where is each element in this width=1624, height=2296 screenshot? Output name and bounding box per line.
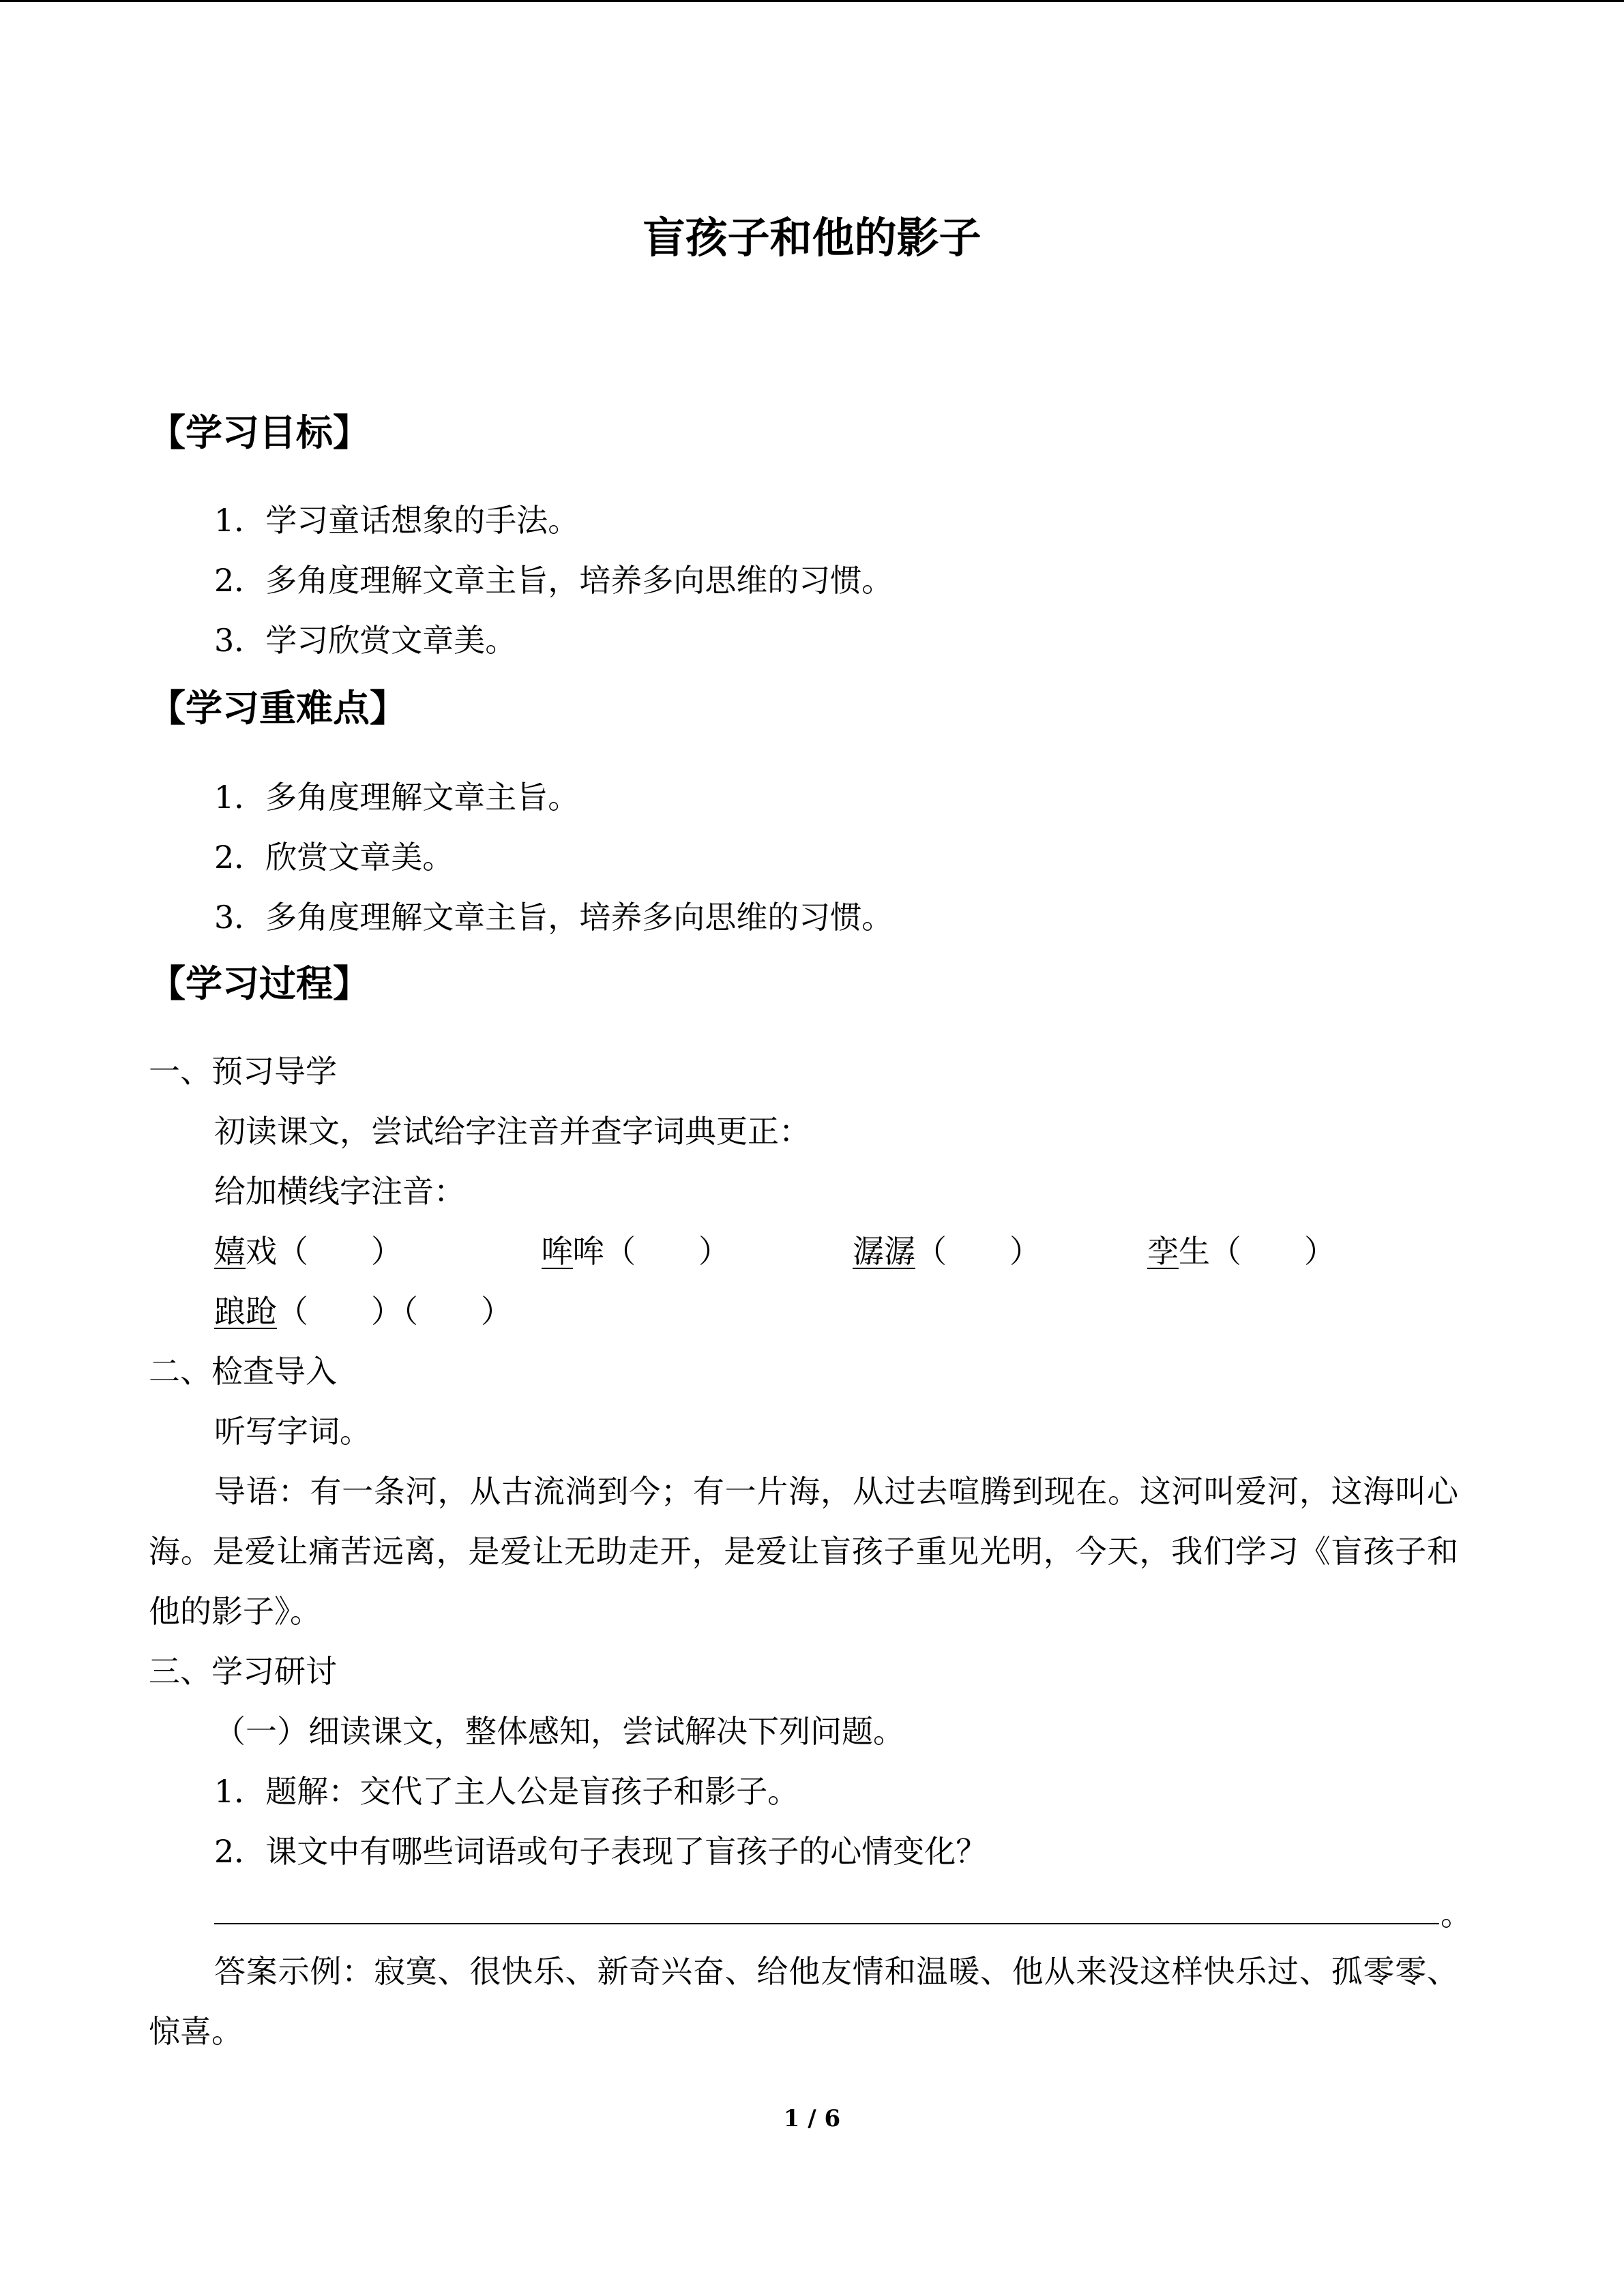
underlined-char: 孪 (1147, 1233, 1179, 1270)
question-2: 2．课文中有哪些词语或句子表现了盲孩子的心情变化？ (214, 1833, 988, 1870)
underlined-char: 踉跄 (214, 1293, 277, 1330)
answer-blank: （ ） (277, 1233, 402, 1270)
part1-subinstruction: 给加横线字注音： (214, 1173, 465, 1210)
part3-subheading: （一）细读课文，整体感知，尝试解决下列问题。 (214, 1713, 904, 1750)
answer-line-end: 。 (1441, 1896, 1472, 1933)
underlined-char: 潺潺 (853, 1233, 915, 1270)
answer-example: 答案示例：寂寞、很快乐、新奇兴奋、给他友情和温暖、他从来没这样快乐过、孤零零、惊喜。 (149, 1953, 1458, 2050)
answer-blank: （ ） (604, 1233, 730, 1270)
answer-blank: （ ）（ ） (277, 1293, 512, 1330)
section-heading-objectives: 【学习目标】 (149, 411, 370, 454)
answer-blank: （ ） (1210, 1233, 1335, 1270)
pinyin-item (542, 1233, 730, 1270)
word-rest: 戏 (246, 1233, 277, 1270)
part1-instruction: 初读课文，尝试给字注音并查字词典更正： (214, 1113, 810, 1150)
pinyin-item (214, 1233, 402, 1270)
dictation-instruction: 听写字词。 (214, 1413, 371, 1450)
page-number: 1 / 6 (783, 2105, 841, 2132)
section-heading-key-points: 【学习重难点】 (149, 687, 407, 730)
top-border-line (0, 0, 1624, 2)
pinyin-item (1147, 1233, 1335, 1270)
part1-heading: 一、预习导学 (149, 1053, 337, 1090)
underlined-char: 哞 (542, 1233, 573, 1270)
key-point-item: 2．欣赏文章美。 (214, 839, 454, 876)
part2-heading: 二、检查导入 (149, 1353, 337, 1390)
objective-item: 3．学习欣赏文章美。 (214, 622, 517, 659)
answer-line (214, 1923, 1439, 1924)
word-rest: 哞 (573, 1233, 604, 1270)
question-1: 1．题解：交代了主人公是盲孩子和影子。 (214, 1773, 799, 1810)
answer-blank: （ ） (915, 1233, 1041, 1270)
pinyin-item (214, 1293, 512, 1330)
objective-item: 2．多角度理解文章主旨，培养多向思维的习惯。 (214, 562, 894, 599)
part3-heading: 三、学习研讨 (149, 1653, 337, 1690)
pinyin-item (853, 1233, 1041, 1270)
underlined-char: 嬉 (214, 1233, 246, 1270)
document-title: 盲孩子和他的影子 (643, 213, 981, 263)
key-point-item: 1．多角度理解文章主旨。 (214, 779, 580, 816)
intro-paragraph: 导语：有一条河，从古流淌到今；有一片海，从过去喧腾到现在。这河叫爱河，这海叫心海。是爱让痛苦远离，是爱让无助走开，是爱让盲孩子重见光明，今天，我们学习《盲孩子和他的影子》。 (149, 1473, 1458, 1630)
objective-item: 1．学习童话想象的手法。 (214, 502, 580, 539)
section-heading-process: 【学习过程】 (149, 962, 370, 1005)
key-point-item: 3．多角度理解文章主旨，培养多向思维的习惯。 (214, 899, 894, 936)
word-rest: 生 (1179, 1233, 1210, 1270)
